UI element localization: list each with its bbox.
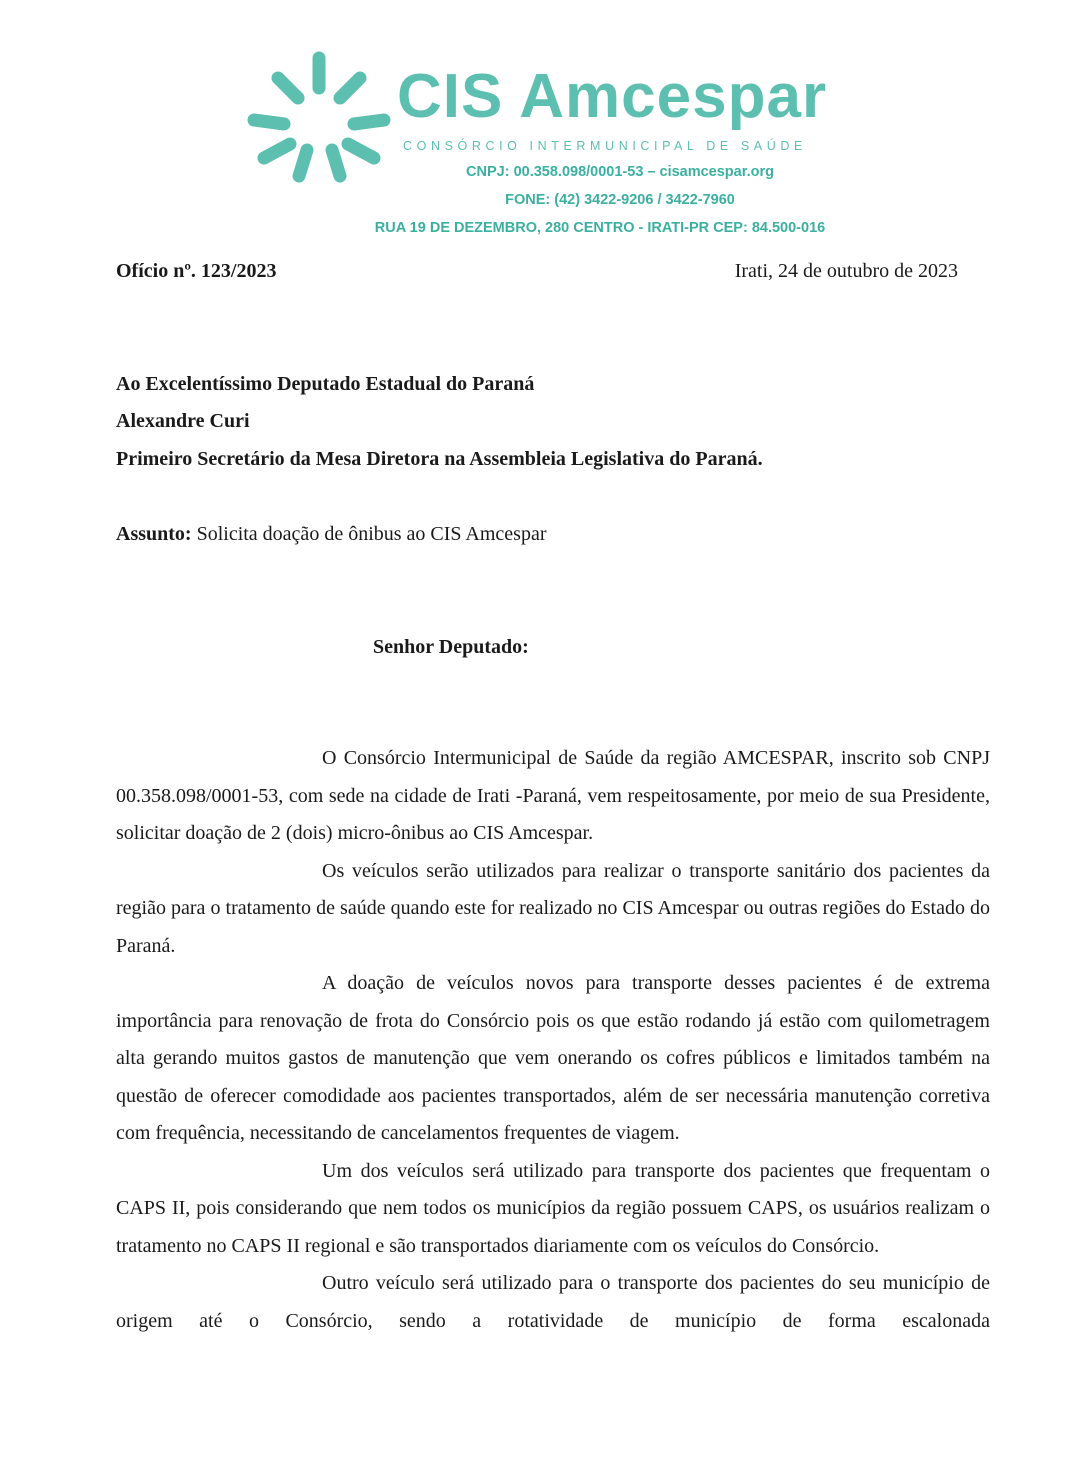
header-address: RUA 19 DE DEZEMBRO, 280 CENTRO - IRATI-PR CEP: 84.500-016 <box>374 220 826 236</box>
sunburst-icon <box>244 44 394 189</box>
body-paragraph: O Consórcio Intermunicipal de Saúde da região AMCESPAR, inscrito sob CNPJ 00.358.098/0001-53, com sede na cidade de Irati -Paraná, vem respeitosamente, por meio de sua Presidente, solicitar doação de 2 (dois) micro-ônibus ao CIS Amcespar. <box>116 747 990 844</box>
body-paragraph: A doação de veículos novos para transporte desses pacientes é de extrema importância para renovação de frota do Consórcio pois os que estão rodando já estão com quilometragem alta gerando muitos gastos de manutenção que vem onerando os cofres públicos e limitados também na questão de oferecer comodidade aos pacientes transportados, além de ser necessária manutenção corretiva com frequência, necessitando de cancelamentos frequentes de viagem. <box>116 972 990 1144</box>
header-phone: FONE: (42) 3422-9206 / 3422-7960 <box>505 192 735 208</box>
logo-ray <box>340 78 360 98</box>
office-number: Ofício nº. 123/2023 <box>116 260 277 282</box>
recipient-title: Ao Excelentíssimo Deputado Estadual do Paraná <box>116 373 535 395</box>
logo-ray <box>299 150 307 176</box>
subject-line <box>116 524 547 544</box>
place-date: Irati, 24 de outubro de 2023 <box>734 260 958 282</box>
body-paragraph: Outro veículo será utilizado para o transporte dos pacientes do seu município de origem até o Consórcio, sendo a rotatividade de município de forma escalonada <box>116 1272 990 1332</box>
recipient-name: Alexandre Curi <box>116 410 250 432</box>
logo-ray <box>264 144 290 158</box>
logo-subtitle: CONSÓRCIO INTERMUNICIPAL DE SAÚDE <box>403 139 807 153</box>
body-paragraph: Os veículos serão utilizados para realizar o transporte sanitário dos pacientes da região para o tratamento de saúde quando este for realizado no CIS Amcespar ou outras regiões do Estado do Paraná. <box>116 859 990 957</box>
logo-ray <box>354 120 384 124</box>
salutation: Senhor Deputado: <box>373 636 529 658</box>
body-paragraph: Um dos veículos será utilizado para transporte dos pacientes que frequentam o CAPS II, pois considerando que nem todos os municípios da região possuem CAPS, os usuários realizam o tratamento no CAPS II regional e são transportados diariamente com os veículos do Consórcio. <box>116 1159 990 1257</box>
logo-ray <box>254 120 284 124</box>
logo-ray <box>278 78 298 98</box>
logo-ray <box>332 150 340 176</box>
logo-ray <box>348 144 374 158</box>
subject-label: Assunto: <box>116 523 192 545</box>
logo-title: CIS Amcespar <box>397 62 828 131</box>
header-cnpj: CNPJ: 00.358.098/0001-53 – cisamcespar.org <box>466 164 774 180</box>
subject-text: Solicita doação de ônibus ao CIS Amcespar <box>191 523 547 545</box>
recipient-position: Primeiro Secretário da Mesa Diretora na Assembleia Legislativa do Paraná. <box>116 448 763 470</box>
letter-body <box>116 740 990 1340</box>
